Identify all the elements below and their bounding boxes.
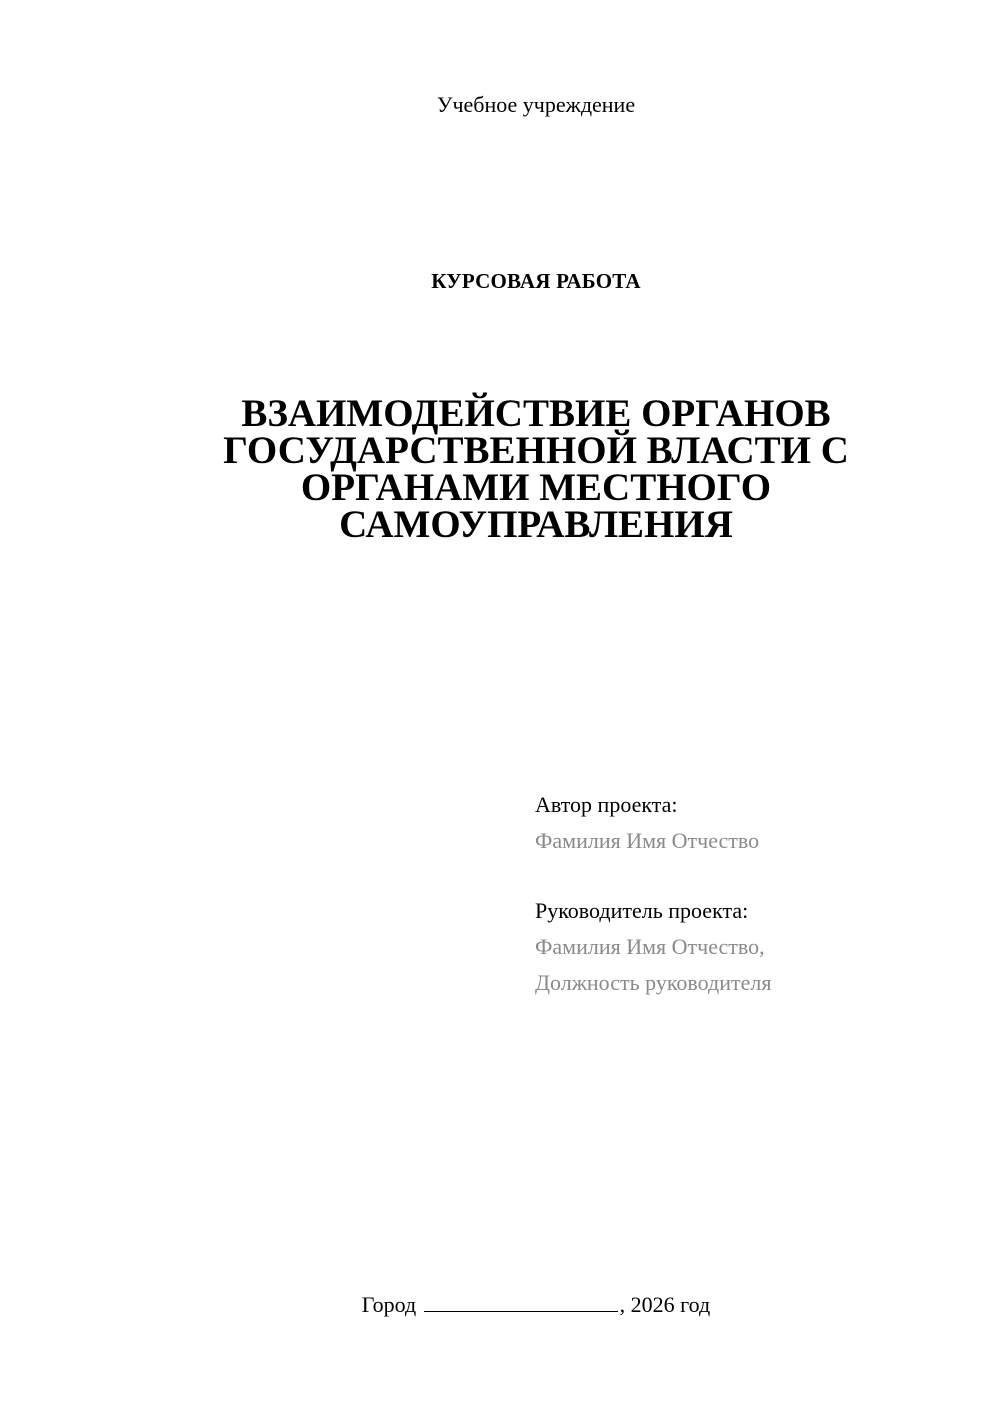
institution-name: Учебное учреждение	[436, 92, 636, 117]
author-label: Автор проекта:	[535, 792, 678, 817]
document-type: КУРСОВАЯ РАБОТА	[431, 269, 641, 293]
topic-line: ВЗАИМОДЕЙСТВИЕ ОРГАНОВ	[241, 392, 831, 435]
supervisor-group	[535, 893, 975, 1001]
topic-line: САМОУПРАВЛЕНИЯ	[339, 503, 733, 546]
supervisor-label: Руководитель проекта:	[535, 898, 749, 923]
author-name: Фамилия Имя Отчество	[535, 828, 760, 853]
supervisor-name: Фамилия Имя Отчество,	[535, 934, 765, 959]
city-label: Город	[361, 1292, 417, 1317]
credits-block	[535, 787, 975, 1001]
author-group	[535, 787, 975, 859]
city-blank-line	[424, 1292, 618, 1312]
supervisor-position: Должность руководителя	[535, 970, 772, 995]
topic-line: ГОСУДАРСТВЕННОЙ ВЛАСТИ С	[223, 429, 849, 472]
work-topic	[200, 392, 872, 546]
topic-line: ОРГАНАМИ МЕСТНОГО	[300, 466, 772, 509]
year-text: , 2026 год	[619, 1292, 711, 1317]
city-year-line	[0, 1290, 1000, 1320]
